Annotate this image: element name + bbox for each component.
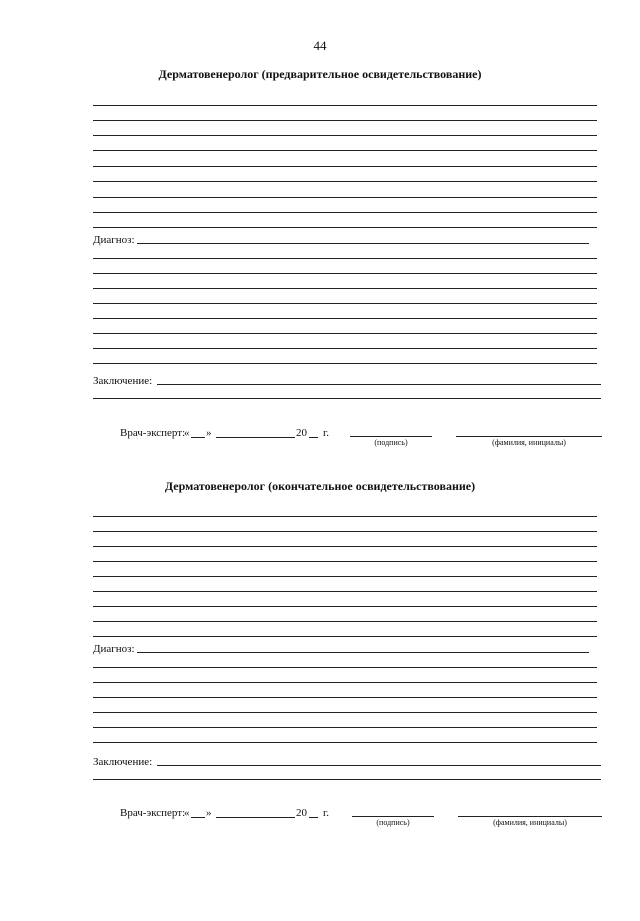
month-field[interactable] xyxy=(216,437,295,438)
blank-line xyxy=(93,576,597,577)
blank-line xyxy=(93,288,597,289)
blank-line xyxy=(93,348,597,349)
blank-line xyxy=(93,667,597,668)
blank-line xyxy=(93,197,597,198)
blank-line xyxy=(93,742,597,743)
section-1-title: Дерматовенеролог (предварительное освидетельствование) xyxy=(158,67,482,81)
quote-open: « xyxy=(184,807,190,819)
blank-line xyxy=(93,105,597,106)
blank-line xyxy=(93,135,597,136)
blank-line xyxy=(93,150,597,151)
blank-line xyxy=(93,531,597,532)
year-prefix: 20 xyxy=(296,807,307,819)
section-1-diagnosis-label: Диагноз: xyxy=(93,234,135,246)
blank-line xyxy=(93,166,597,167)
blank-line xyxy=(93,779,601,780)
blank-line xyxy=(93,227,597,228)
blank-line xyxy=(93,697,597,698)
blank-line xyxy=(93,561,597,562)
blank-line xyxy=(93,318,597,319)
year-field[interactable] xyxy=(309,437,318,438)
blank-line xyxy=(93,591,597,592)
blank-line xyxy=(93,546,597,547)
day-field[interactable] xyxy=(191,437,205,438)
section-1-conclusion-label: Заключение: xyxy=(93,375,153,387)
signature-caption: (подпись) xyxy=(374,438,408,447)
name-caption: (фамилия, инициалы) xyxy=(492,438,566,447)
blank-line xyxy=(93,303,597,304)
blank-line xyxy=(93,333,597,334)
blank-line xyxy=(93,120,597,121)
blank-line xyxy=(93,712,597,713)
blank-line xyxy=(93,398,601,399)
blank-line xyxy=(93,181,597,182)
doctor-label: Врач-эксперт: xyxy=(120,427,186,439)
blank-line xyxy=(93,212,597,213)
quote-open: « xyxy=(184,427,190,439)
signature-field[interactable] xyxy=(352,816,434,817)
blank-line xyxy=(93,258,597,259)
doctor-label: Врач-эксперт: xyxy=(120,807,186,819)
quote-close: » xyxy=(206,427,212,439)
blank-line xyxy=(93,273,597,274)
page-number: 44 xyxy=(313,38,327,53)
name-field[interactable] xyxy=(456,436,602,437)
section-2-title: Дерматовенеролог (окончательное освидетельствование) xyxy=(164,479,476,493)
month-field[interactable] xyxy=(216,817,295,818)
blank-line xyxy=(93,516,597,517)
blank-line xyxy=(93,636,597,637)
section-1-diagnosis-field[interactable] xyxy=(137,243,589,244)
name-field[interactable] xyxy=(458,816,602,817)
year-suffix: г. xyxy=(323,807,330,819)
blank-line xyxy=(93,682,597,683)
section-1-conclusion-field[interactable] xyxy=(157,384,601,385)
blank-line xyxy=(93,606,597,607)
section-2-conclusion-label: Заключение: xyxy=(93,756,153,768)
blank-line xyxy=(93,727,597,728)
quote-close: » xyxy=(206,807,212,819)
name-caption: (фамилия, инициалы) xyxy=(493,818,567,827)
blank-line xyxy=(93,621,597,622)
year-suffix: г. xyxy=(323,427,330,439)
section-2-conclusion-field[interactable] xyxy=(157,765,601,766)
section-2-diagnosis-field[interactable] xyxy=(137,652,589,653)
year-prefix: 20 xyxy=(296,427,307,439)
section-2-diagnosis-label: Диагноз: xyxy=(93,643,135,655)
signature-caption: (подпись) xyxy=(376,818,410,827)
year-field[interactable] xyxy=(309,817,318,818)
blank-line xyxy=(93,363,597,364)
signature-field[interactable] xyxy=(350,436,432,437)
day-field[interactable] xyxy=(191,817,205,818)
